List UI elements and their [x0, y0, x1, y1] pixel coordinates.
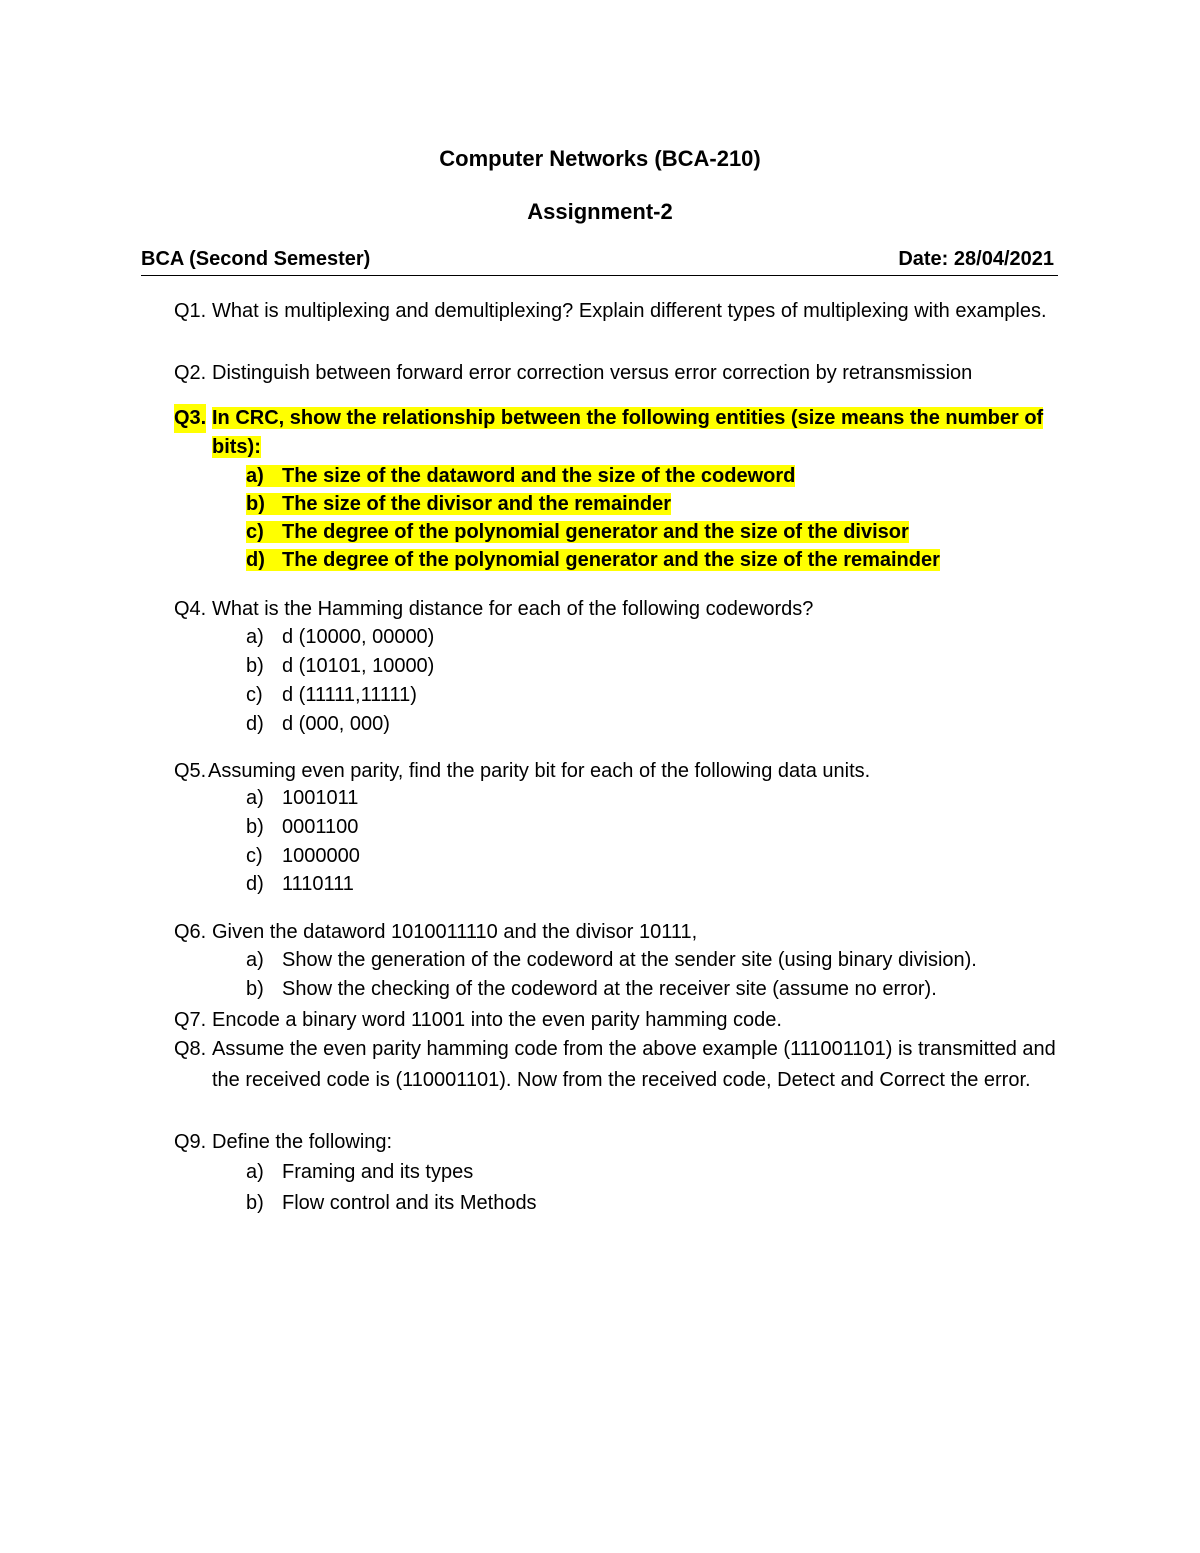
option-label: c) [246, 845, 263, 867]
option-label: a) [246, 787, 264, 809]
question-number: Q2. [174, 362, 207, 384]
option-9b [246, 1189, 537, 1218]
option-label: b) [246, 493, 265, 515]
option-label: b) [246, 1192, 264, 1214]
question-text: In CRC, show the relationship between the following entities (size means the number of bits): [212, 407, 1044, 458]
option-6a [246, 946, 977, 975]
question-number: Q7. [174, 1009, 207, 1031]
question-number: Q9. [174, 1131, 207, 1153]
option-text: 1001011 [282, 787, 359, 809]
option-5a [246, 784, 358, 813]
option-3d [246, 546, 940, 575]
option-6b [246, 975, 937, 1004]
option-3c [246, 518, 909, 547]
option-text: Show the checking of the codeword at the receiver site (assume no error). [282, 978, 937, 1000]
question-text: Distinguish between forward error correction versus error correction by retransmission [212, 362, 973, 384]
question-text: Assume the even parity hamming code from the above example (111001101) is transmitted and the received code is (110001101). Now from the received code, Detect and Correct the error. [212, 1038, 1056, 1091]
question-text: What is the Hamming distance for each of the following codewords? [212, 598, 814, 620]
question-number: Q4. [174, 598, 207, 620]
option-3b [246, 490, 671, 519]
course-title: Computer Networks (BCA-210) [439, 146, 761, 171]
option-text: Framing and its types [282, 1161, 474, 1183]
question-7 [174, 1005, 1059, 1036]
question-number: Q5. [174, 760, 207, 782]
question-3 [174, 404, 1059, 462]
option-text: d (000, 000) [282, 713, 390, 735]
option-label: a) [246, 626, 264, 648]
question-text: Assuming even parity, find the parity bit for each of the following data units. [208, 760, 871, 782]
question-number: Q8. [174, 1038, 207, 1060]
option-text: d (11111,11111) [282, 684, 417, 706]
option-label: c) [246, 521, 264, 543]
option-text: 1000000 [282, 845, 360, 867]
assignment-title: Assignment-2 [527, 199, 673, 224]
option-5d [246, 870, 354, 899]
option-4d [246, 710, 390, 739]
option-text: The size of the dataword and the size of the codeword [282, 465, 796, 487]
option-label: d) [246, 873, 264, 895]
option-label: a) [246, 1161, 264, 1183]
question-8 [174, 1034, 1059, 1095]
option-3a [246, 462, 795, 491]
option-text: The degree of the polynomial generator and the size of the remainder [282, 549, 940, 571]
question-number: Q3. [174, 404, 206, 433]
question-1 [174, 296, 1059, 327]
question-text-wrap [174, 404, 1059, 462]
option-label: b) [246, 655, 264, 677]
date-label: Date: 28/04/2021 [898, 248, 1054, 270]
option-4b [246, 652, 434, 681]
option-label: b) [246, 978, 264, 1000]
question-text: Given the dataword 1010011110 and the divisor 10111, [212, 921, 698, 943]
option-text: The size of the divisor and the remainder [282, 493, 671, 515]
option-text: The degree of the polynomial generator and the size of the divisor [282, 521, 909, 543]
option-text: d (10101, 10000) [282, 655, 435, 677]
option-label: c) [246, 684, 263, 706]
question-text: Define the following: [212, 1131, 393, 1153]
program-label: BCA (Second Semester) [141, 248, 371, 270]
question-9 [174, 1127, 1059, 1158]
option-5c [246, 842, 360, 871]
option-label: b) [246, 816, 264, 838]
option-4c [246, 681, 417, 710]
option-label: d) [246, 713, 264, 735]
header-meta-row [141, 248, 1058, 276]
option-text: 1110111 [282, 873, 354, 895]
question-number: Q1. [174, 300, 207, 322]
option-label: a) [246, 949, 264, 971]
question-4 [174, 594, 1059, 625]
option-text: Flow control and its Methods [282, 1192, 537, 1214]
option-9a [246, 1158, 473, 1187]
question-6 [174, 917, 1059, 948]
option-text: 0001100 [282, 816, 359, 838]
question-2 [174, 358, 1059, 389]
option-text: d (10000, 00000) [282, 626, 435, 648]
question-text: What is multiplexing and demultiplexing? Explain different types of multiplexing with examples. [212, 300, 1047, 322]
question-text: Encode a binary word 11001 into the even parity hamming code. [212, 1009, 782, 1031]
option-5b [246, 813, 358, 842]
question-5 [174, 756, 1059, 787]
option-4a [246, 623, 434, 652]
option-label: a) [246, 465, 264, 487]
option-text: Show the generation of the codeword at the sender site (using binary division). [282, 949, 977, 971]
question-number: Q6. [174, 921, 207, 943]
option-label: d) [246, 549, 265, 571]
